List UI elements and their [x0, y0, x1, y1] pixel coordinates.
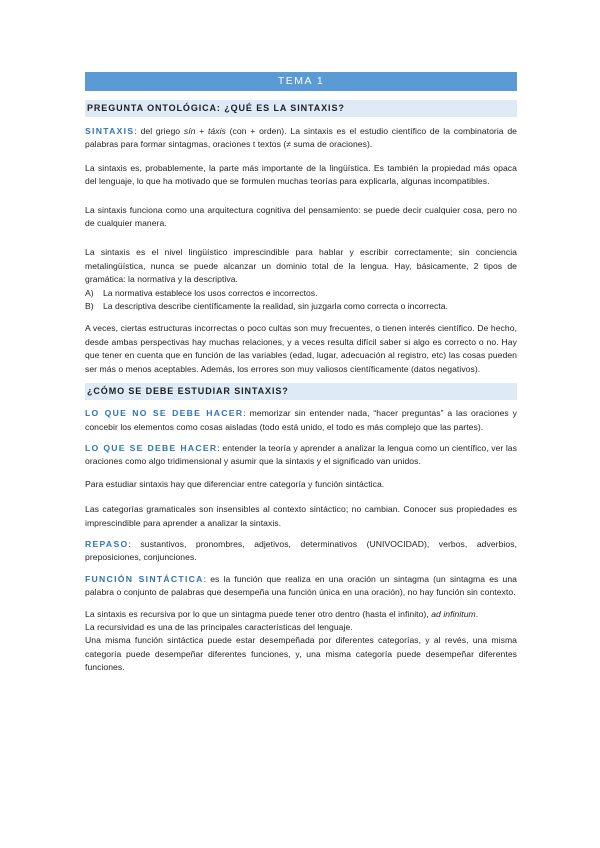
paragraph-categorias: Las categorías gramaticales son insensibles al contexto sintáctico; no cambian. Conocer sus propiedades es imprescindible para aprender a analizar la sintaxis. [85, 504, 517, 528]
list-item [85, 300, 517, 313]
section-heading-ontologica: PREGUNTA ONTOLÓGICA: ¿QUÉ ES LA SINTAXIS? [85, 100, 517, 117]
list-item-text: La normativa establece los usos correctos e incorrectos. [103, 287, 318, 298]
keyword-funcion-sintactica: FUNCIÓN SINTÁCTICA [85, 573, 204, 584]
section-heading-como-estudiar: ¿CÓMO SE DEBE ESTUDIAR SINTAXIS? [85, 383, 517, 400]
paragraph-misma-funcion: Una misma función sintáctica puede estar desempeñada por diferentes categorías, y al revés, una misma categoría puede desempeñar diferentes funciones, y, una misma categoría puede desempeñar diferentes funciones. [85, 635, 517, 673]
paragraph-importance: La sintaxis es, probablemente, la parte más importante de la lingüística. Es también la propiedad más opaca del lenguaje, lo que ha motivado que se formulen muchas teorías para explicarla, algunas incompatibles. [85, 162, 517, 187]
document-title: TEMA 1 [85, 72, 517, 91]
text-fragment: La sintaxis es recursiva por lo que un sintagma puede tener otro dentro (hasta el infinito), [85, 608, 432, 619]
etymology-term: sín + táxis [183, 126, 226, 136]
text-fragment: . [475, 608, 479, 619]
grammar-types-list [85, 287, 517, 314]
text-fragment: : memorizar sin entender nada, “hacer preguntas” a las oraciones y concebir los elementos como cosas aisladas (todo está unido, el todo es más complejo que las partes). [85, 408, 517, 432]
paragraph-funcion-sintactica [85, 573, 517, 600]
latin-term: ad infinitum [431, 608, 476, 619]
text-fragment: (con + orden). La sintaxis es el estudio científico de la combinatoria de palabras para formar sintagmas, oraciones t textos (≠ suma de oraciones). [85, 126, 517, 150]
paragraph-categoria-funcion: Para estudiar sintaxis hay que diferenciar entre categoría y función sintáctica. [85, 478, 385, 489]
list-item [85, 287, 517, 300]
text-fragment: : entender la teoría y aprender a analizar la lengua como un científico, ver las oraciones como algo tridimensional y asumir que la sintaxis y el significado van unidos. [85, 442, 517, 467]
paragraph-lo-que-no-hacer [85, 407, 517, 434]
paragraph-incorrect-structures: A veces, ciertas estructuras incorrectas o poco cultas son muy frecuentes, o tienen interés científico. De hecho, desde ambas perspectivas hay muchas relaciones, y a veces resulta difícil saber si algo es correcto o no. Hay que tener en cuenta que en función de las variables (edad, lugar, adecuación al registro, etc) las cosas pueden ser más o menos aceptables. Además, los errores son muy valiosos científicamente (datos negativos). [85, 323, 517, 374]
list-item-text: La descriptiva describe científicamente la realidad, sin juzgarla como correcta o incorrecta. [103, 301, 448, 312]
keyword-lo-que-no-hacer: LO QUE NO SE DEBE HACER [85, 408, 244, 419]
paragraph-recursividad: La recursividad es una de las principales características del lenguaje. [85, 621, 353, 632]
paragraph-sintaxis-definition [85, 125, 517, 152]
list-marker: A) [85, 287, 94, 298]
document-page [85, 72, 517, 675]
list-marker: B) [85, 301, 94, 312]
keyword-lo-que-hacer: LO QUE SE DEBE HACER [85, 442, 218, 453]
paragraph-repaso [85, 538, 517, 565]
paragraph-recursiva [85, 608, 517, 621]
keyword-sintaxis: SINTAXIS [85, 126, 135, 136]
text-fragment: : sustantivos, pronombres, adjetivos, determinativos (UNIVOCIDAD), verbos, adverbios, preposiciones, conjunciones. [85, 538, 517, 563]
keyword-repaso: REPASO [85, 538, 129, 549]
text-fragment: : es la función que realiza en una oración un sintagma (un sintagma es una palabra o conjunto de palabras que desempeña una función única en una oración), no hay función sin contexto. [85, 573, 517, 598]
text-fragment: : del griego [134, 126, 184, 136]
paragraph-lo-que-hacer [85, 442, 517, 469]
paragraph-cognitive-architecture: La sintaxis funciona como una arquitectura cognitiva del pensamiento: se puede decir cualquier cosa, pero no de cualquier manera. [85, 204, 517, 229]
paragraph-grammar-types: La sintaxis es el nivel lingüístico imprescindible para hablar y escribir correctamente; sin conciencia metalingüística, nunca se puede alcanzar un dominio total de la lengua. Hay, básicamente, 2 tipos de gramática: la normativa y la descriptiva. [85, 247, 517, 285]
